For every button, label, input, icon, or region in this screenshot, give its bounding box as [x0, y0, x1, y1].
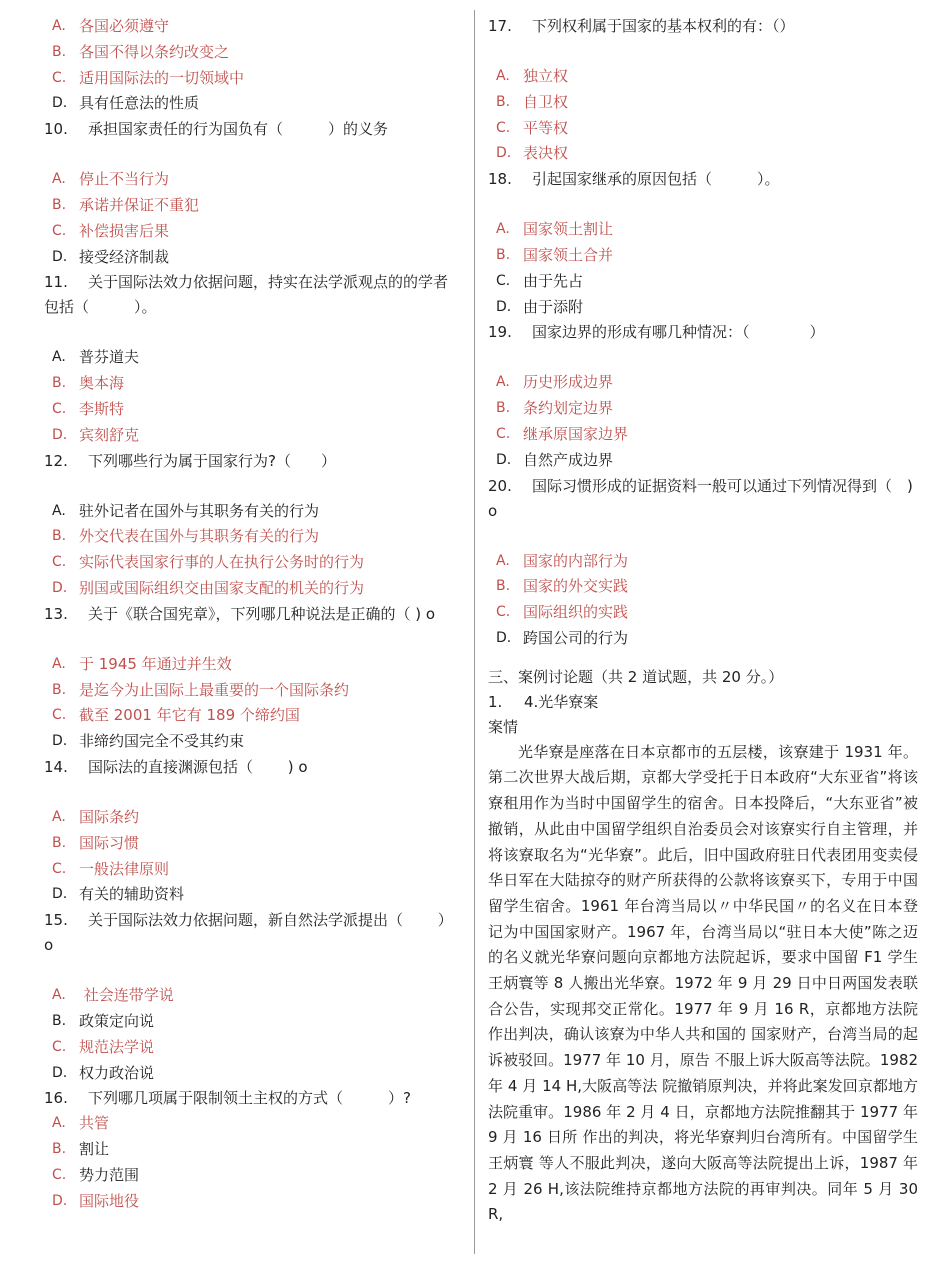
- answer-option: [488, 574, 918, 600]
- option-text: 自然产成边界: [523, 450, 614, 469]
- spacer: [44, 474, 460, 499]
- option-text: 宾刻舒克: [79, 425, 140, 444]
- answer-option: [44, 499, 460, 525]
- question-text: 下列哪些行为属于国家行为?（ ）: [88, 451, 336, 470]
- answer-option: [44, 397, 460, 423]
- answer-option: [44, 245, 460, 271]
- answer-option: [44, 703, 460, 729]
- question-text: 国际法的直接渊源包括（ ) o: [88, 757, 308, 776]
- option-letter: D.: [52, 248, 68, 265]
- answer-option: [488, 448, 918, 474]
- option-text: 驻外记者在国外与其职务有关的行为: [79, 501, 320, 520]
- option-text: 国家领土合并: [523, 245, 614, 264]
- question-stem: [44, 755, 460, 780]
- answer-option: [488, 116, 918, 142]
- spacer: [44, 958, 460, 983]
- answer-option: [44, 729, 460, 755]
- question-text: 关于国际法效力依据问题，持实在法学派观点的的学者包括（ ）。: [44, 273, 449, 317]
- question-number: 20.: [488, 476, 512, 495]
- answer-option: [44, 1163, 460, 1189]
- answer-option: [44, 14, 460, 40]
- column-divider: [474, 10, 475, 1254]
- option-text: 平等权: [523, 118, 569, 137]
- answer-option: [488, 549, 918, 575]
- spacer: [44, 627, 460, 652]
- answer-option: [44, 550, 460, 576]
- option-text: 接受经济制裁: [79, 247, 170, 266]
- answer-option: [44, 193, 460, 219]
- option-letter: D.: [52, 579, 68, 596]
- option-letter: A.: [52, 655, 66, 672]
- answer-option: [488, 422, 918, 448]
- option-letter: B.: [496, 246, 511, 263]
- question-text: 关于国际法效力依据问题，新自然法学派提出（ ）o: [44, 911, 453, 955]
- option-text: 各国不得以条约改变之: [79, 42, 230, 61]
- option-text: 跨国公司的行为: [523, 628, 629, 647]
- option-text: 国际组织的实践: [523, 603, 629, 622]
- case-number: 1.: [488, 692, 503, 711]
- option-letter: C.: [52, 222, 67, 239]
- option-text: 适用国际法的一切领域中: [79, 68, 245, 87]
- spacer: [488, 192, 918, 217]
- option-letter: B.: [52, 43, 67, 60]
- option-letter: C.: [52, 554, 67, 571]
- option-letter: C.: [496, 119, 511, 136]
- option-letter: B.: [52, 1012, 67, 1029]
- option-text: 停止不当行为: [79, 170, 170, 189]
- answer-option: [488, 600, 918, 626]
- case-title: 4.光华寮案: [524, 692, 599, 711]
- question-stem: [44, 117, 460, 142]
- spacer: [44, 320, 460, 345]
- answer-option: [44, 40, 460, 66]
- option-letter: A.: [52, 171, 66, 188]
- question-text: 承担国家责任的行为国负有（ ）的义务: [88, 120, 389, 139]
- option-text: 国际条约: [79, 807, 140, 826]
- option-letter: C.: [496, 604, 511, 621]
- question-stem: [44, 908, 460, 958]
- answer-option: [488, 217, 918, 243]
- option-letter: B.: [52, 1141, 67, 1158]
- option-letter: D.: [52, 886, 68, 903]
- question-number: 14.: [44, 757, 68, 776]
- option-text: 于 1945 年通过并生效: [79, 654, 232, 673]
- option-letter: C.: [52, 1166, 67, 1183]
- answer-option: [488, 295, 918, 321]
- option-text: 自卫权: [523, 92, 569, 111]
- option-text: 国家的外交实践: [523, 577, 629, 596]
- option-text: 独立权: [523, 67, 569, 85]
- option-text: 继承原国家边界: [523, 424, 629, 443]
- question-number: 18.: [488, 170, 512, 189]
- option-letter: A.: [496, 552, 510, 569]
- option-text: 势力范围: [79, 1165, 140, 1184]
- right-column: [488, 14, 918, 1228]
- question-number: 19.: [488, 323, 512, 342]
- question-text: 下列哪几项属于限制领土主权的方式（ ）?: [88, 1089, 411, 1108]
- answer-option: [44, 167, 460, 193]
- option-text: 奥本海: [79, 374, 125, 393]
- question-number: 15.: [44, 911, 68, 930]
- question-stem: [44, 602, 460, 627]
- answer-option: [44, 652, 460, 678]
- answer-option: [44, 1189, 460, 1215]
- option-letter: D.: [52, 426, 68, 443]
- option-text: 承诺并保证不重犯: [79, 195, 200, 214]
- option-letter: A.: [52, 987, 66, 1004]
- option-text: 截至 2001 年它有 189 个缔约国: [79, 706, 300, 725]
- answer-option: [44, 66, 460, 92]
- option-letter: B.: [496, 93, 511, 110]
- left-column: [44, 14, 460, 1215]
- option-text: 国家领土割让: [523, 220, 614, 239]
- option-text: 非缔约国完全不受其约束: [79, 732, 245, 751]
- option-letter: B.: [52, 528, 67, 545]
- case-label: 案情: [488, 717, 519, 736]
- option-letter: C.: [496, 425, 511, 442]
- case-section-heading: 三、案例讨论题（共 2 道试题，共 20 分。）: [488, 667, 784, 686]
- option-text: 条约划定边界: [523, 399, 614, 418]
- option-letter: D.: [496, 145, 512, 162]
- question-number: 17.: [488, 17, 512, 35]
- answer-option: [44, 1137, 460, 1163]
- option-text: 一般法律原则: [79, 859, 170, 878]
- answer-option: [44, 371, 460, 397]
- case-paragraph: 光华寮是座落在日本京都市的五层楼，该寮建于 1931 年。第二次世界大战后期，京都大学受托于日本政府“大东亚省”将该寮租用作为当时中国留学生的宿舍。日本投降后，“大东亚省”被撤销，从此由中国留学组织自治委员会对该寮实行自主管理，并将该寮取名为“光华寮”。此后，旧中国政府驻日代表团用变卖侵华日军在大陆掠夺的财产所获得的公款将该寮买下，专用于中国留学生宿舍。1961 年台湾当局以〃中华民国〃的名义在日本登记为中国国家财产。1967 年，台湾当局以“驻日本大使”陈之迈的名义就光华寮问题向京都地方法院起诉，要求中国留 F1 学生王炳寰等 8 人搬出光华寮。1972 年 9 月 29 日中日两国发表联合公告，实现邦交正常化。1977 年 9 月 16 R，京都地方法院作出判决，确认该寮为中华人共和国的 国家财产，台湾当局的起诉被驳回。1977 年 10 月，原告 不服上诉大阪高等法院。1982 年 4 月 14 H,大阪高等法 院撤销原判决，并将此案发回京都地方法院重审。1986 年 2 月 4 日，京都地方法院推翻其于 1977 年 9 月 16 日所 作出的判决，将光华寮判归台湾所有。中国留学生王炳寰 等人不服此判决，遂向大阪高等法院提出上诉，1987 年 2 月 26 H,该法院维持京都地方法院的再审判决。同年 5 月 30 R,: [488, 742, 918, 1224]
- answer-option: [44, 576, 460, 602]
- answer-option: [44, 219, 460, 245]
- option-text: 权力政治说: [79, 1063, 155, 1082]
- question-number: 13.: [44, 604, 68, 623]
- answer-option: [44, 831, 460, 857]
- option-letter: D.: [496, 451, 512, 468]
- option-letter: B.: [52, 834, 67, 851]
- option-letter: B.: [496, 578, 511, 595]
- answer-option: [488, 396, 918, 422]
- answer-option: [44, 345, 460, 371]
- answer-option: [488, 141, 918, 167]
- option-text: 历史形成边界: [523, 373, 614, 392]
- question-stem: [44, 449, 460, 474]
- option-text: 补偿损害后果: [79, 221, 170, 240]
- spacer: [488, 524, 918, 549]
- option-text: 政策定向说: [79, 1011, 155, 1030]
- option-letter: B.: [52, 681, 67, 698]
- option-letter: A.: [496, 68, 510, 84]
- answer-option: [44, 91, 460, 117]
- option-letter: A.: [52, 1115, 66, 1132]
- option-letter: A.: [496, 374, 510, 391]
- option-letter: D.: [52, 95, 68, 112]
- question-text: 下列权利属于国家的基本权利的有：（）: [532, 17, 795, 35]
- option-text: 李斯特: [79, 399, 125, 418]
- question-number: 16.: [44, 1089, 68, 1108]
- question-number: 11.: [44, 273, 68, 292]
- option-text: 外交代表在国外与其职务有关的行为: [79, 527, 320, 546]
- option-text: 表决权: [523, 144, 569, 163]
- answer-option: [44, 882, 460, 908]
- case-title-line: [488, 690, 918, 715]
- option-text: 国际习惯: [79, 833, 140, 852]
- answer-option: [44, 678, 460, 704]
- answer-option: [44, 423, 460, 449]
- right-question-list: [488, 14, 918, 652]
- question-stem: [488, 474, 918, 524]
- option-letter: C.: [52, 69, 67, 86]
- answer-option: [44, 1111, 460, 1137]
- answer-option: [488, 243, 918, 269]
- option-letter: C.: [52, 860, 67, 877]
- option-letter: A.: [52, 18, 66, 34]
- option-text: 共管: [79, 1114, 110, 1133]
- option-letter: D.: [52, 1192, 68, 1209]
- option-letter: C.: [52, 1038, 67, 1055]
- option-text: 普芬道夫: [79, 348, 140, 367]
- answer-option: [488, 370, 918, 396]
- option-text: 具有任意法的性质: [79, 94, 200, 113]
- option-text: 各国必须遵守: [79, 17, 170, 35]
- option-letter: A.: [52, 502, 66, 519]
- option-text: 由于先占: [523, 271, 584, 290]
- answer-option: [44, 524, 460, 550]
- option-letter: B.: [52, 196, 67, 213]
- answer-option: [488, 626, 918, 652]
- answer-option: [44, 983, 460, 1009]
- answer-option: [44, 1061, 460, 1087]
- answer-option: [44, 805, 460, 831]
- question-text: 国家边界的形成有哪几种情况：（ ）: [532, 323, 825, 342]
- question-number: 12.: [44, 451, 68, 470]
- option-text: 有关的辅助资料: [79, 885, 185, 904]
- answer-option: [44, 857, 460, 883]
- option-letter: D.: [52, 733, 68, 750]
- spacer: [44, 780, 460, 805]
- option-letter: C.: [52, 400, 67, 417]
- question-number: 10.: [44, 120, 68, 139]
- option-letter: B.: [52, 375, 67, 392]
- option-letter: C.: [52, 707, 67, 724]
- question-stem: [488, 167, 918, 192]
- answer-option: [44, 1009, 460, 1035]
- option-letter: D.: [52, 1064, 68, 1081]
- question-stem: [488, 320, 918, 345]
- answer-option: [44, 1035, 460, 1061]
- option-text: 实际代表国家行事的人在执行公务时的行为: [79, 553, 365, 572]
- option-text: 割让: [79, 1140, 110, 1159]
- spacer: [488, 345, 918, 370]
- question-text: 引起国家继承的原因包括（ ）。: [532, 170, 780, 189]
- question-text: 关于《联合国宪章》，下列哪几种说法是正确的（ ) o: [88, 604, 436, 623]
- option-letter: D.: [496, 629, 512, 646]
- answer-option: [488, 64, 918, 90]
- option-letter: C.: [496, 272, 511, 289]
- option-text: 国际地役: [79, 1191, 140, 1210]
- option-letter: A.: [52, 349, 66, 366]
- option-text: 社会连带学说: [79, 986, 174, 1005]
- spacer: [44, 142, 460, 167]
- option-text: 国家的内部行为: [523, 551, 629, 570]
- question-stem: [44, 270, 460, 320]
- option-letter: A.: [496, 221, 510, 238]
- option-text: 由于添附: [523, 297, 584, 316]
- question-stem: [44, 1086, 460, 1111]
- answer-option: [488, 90, 918, 116]
- spacer: [488, 39, 918, 64]
- option-letter: B.: [496, 400, 511, 417]
- option-letter: D.: [496, 298, 512, 315]
- option-text: 规范法学说: [79, 1037, 155, 1056]
- question-stem: [488, 14, 918, 39]
- option-text: 别国或国际组织交由国家支配的机关的行为: [79, 578, 365, 597]
- option-text: 是迄今为止国际上最重要的一个国际条约: [79, 680, 350, 699]
- answer-option: [488, 269, 918, 295]
- option-letter: A.: [52, 808, 66, 825]
- question-text: 国际习惯形成的证据资料一般可以通过下列情况得到（ ) o: [488, 476, 918, 520]
